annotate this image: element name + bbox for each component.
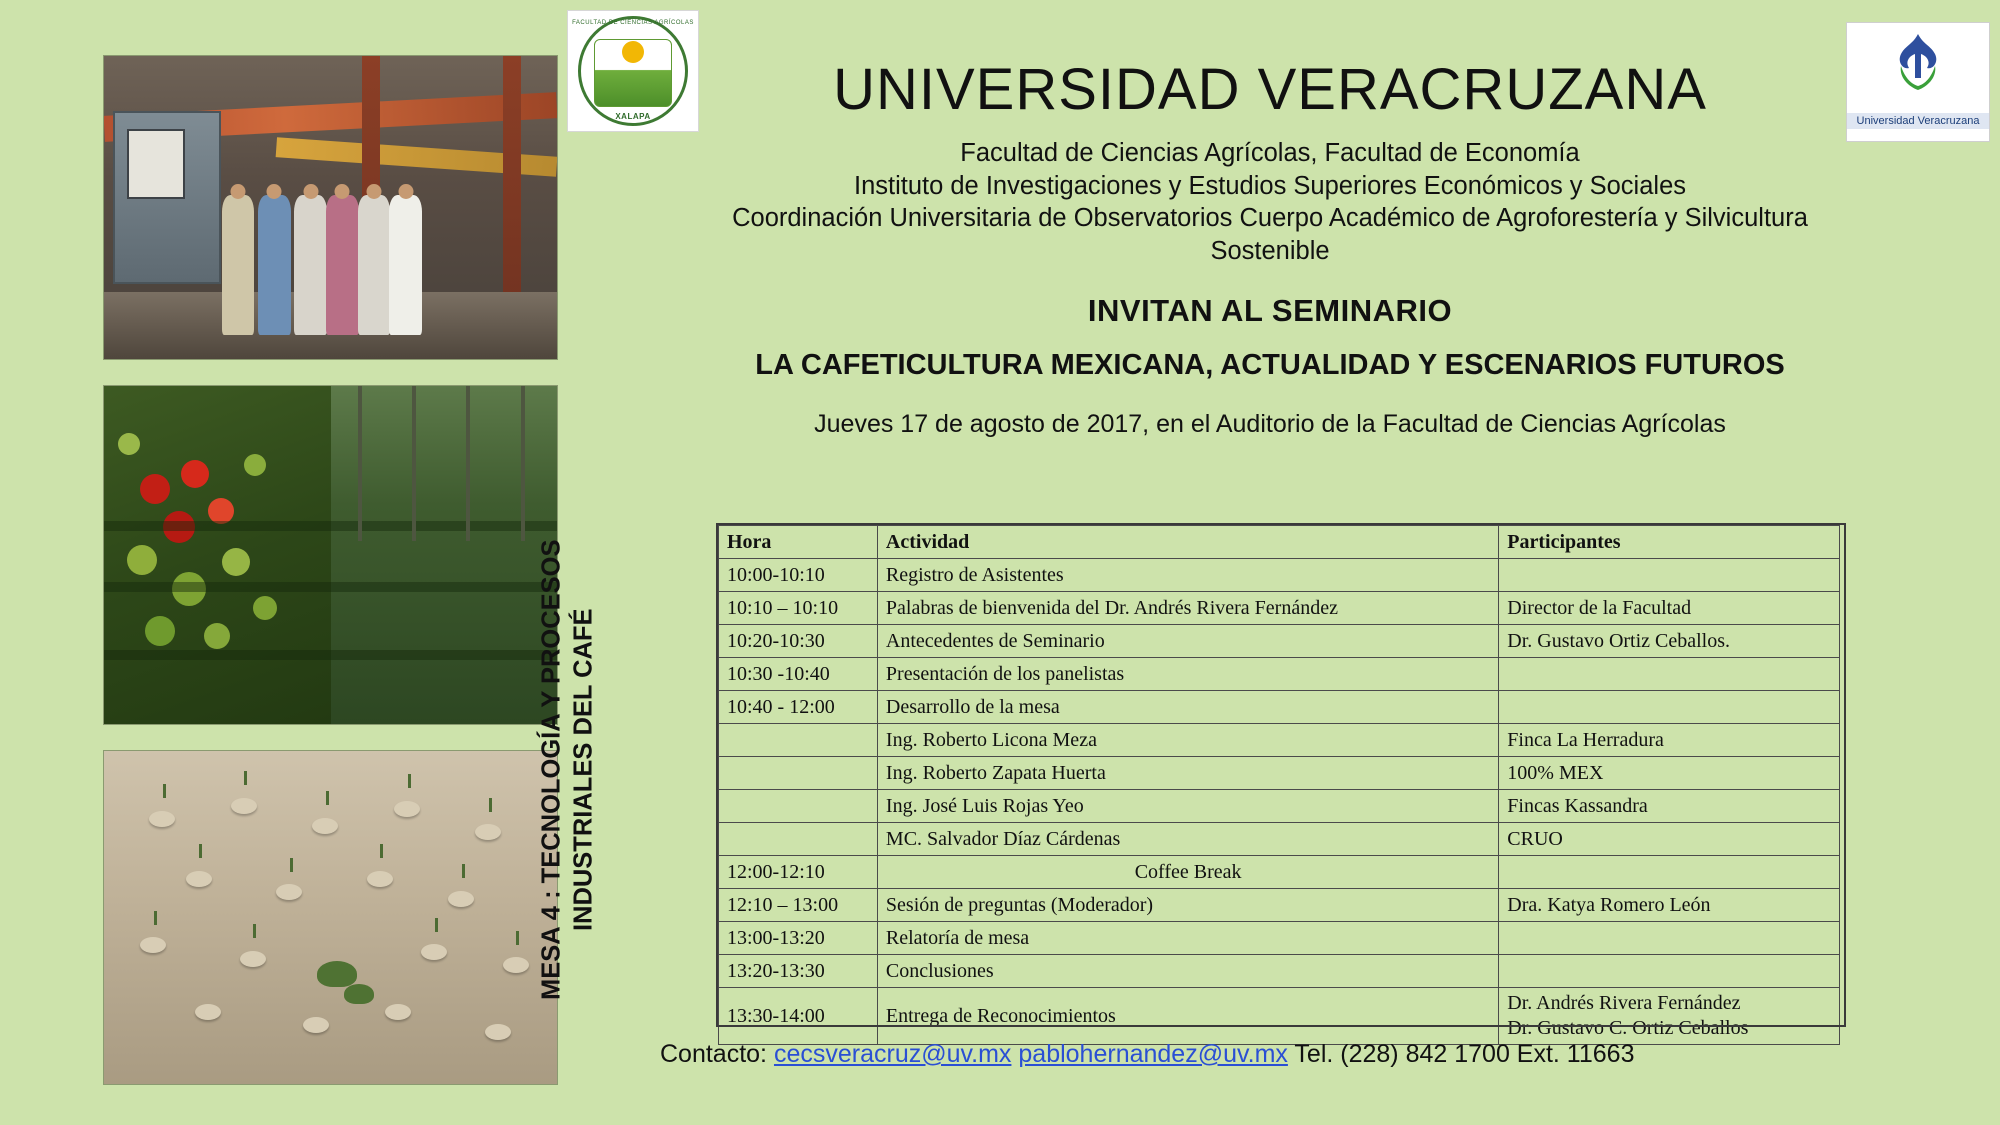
invitation-line: INVITAN AL SEMINARIO: [1087, 293, 1453, 329]
agenda-hora: 12:10 – 13:00: [719, 889, 878, 922]
table-row: [719, 856, 1840, 889]
agenda-participantes: [1499, 691, 1840, 724]
agenda-actividad: Conclusiones: [877, 955, 1498, 988]
contact-email-1[interactable]: cecsveracruz@uv.mx: [773, 1040, 1012, 1068]
photo-coffee-cherries-and-nursery: [103, 385, 558, 725]
agenda-participantes: [1499, 856, 1840, 889]
table-row: [719, 592, 1840, 625]
photo-column: [103, 55, 558, 1085]
agenda-header-row: [719, 526, 1840, 559]
agenda-hora: [719, 823, 878, 856]
contact-email-2[interactable]: pablohernandez@uv.mx: [1018, 1040, 1288, 1068]
mesa-label-block: [537, 460, 670, 1080]
table-row: [719, 922, 1840, 955]
agenda-participantes: Director de la Facultad: [1499, 592, 1840, 625]
agenda-hora: 13:20-13:30: [719, 955, 878, 988]
fca-logo-top-text: FACULTAD DE CIENCIAS AGRÍCOLAS: [572, 20, 694, 26]
agenda-participantes: Dra. Katya Romero León: [1499, 889, 1840, 922]
agenda-participantes: [1499, 988, 1840, 1045]
agenda-hora: 10:00-10:10: [719, 559, 878, 592]
agenda-actividad: Coffee Break: [877, 856, 1498, 889]
agenda-participantes: Dr. Gustavo Ortiz Ceballos.: [1499, 625, 1840, 658]
agenda-participante-2: Dr. Gustavo C. Ortiz Ceballos: [1507, 1017, 1749, 1039]
agenda-hora: 10:30 -10:40: [719, 658, 878, 691]
agenda-col-participantes: Participantes: [1499, 526, 1840, 559]
poster-header: [600, 57, 1940, 439]
table-row: [719, 790, 1840, 823]
agenda-actividad: Desarrollo de la mesa: [877, 691, 1498, 724]
agenda-actividad: Entrega de Reconocimientos: [877, 988, 1498, 1045]
agenda-actividad: Antecedentes de Seminario: [877, 625, 1498, 658]
agenda-participantes: [1499, 559, 1840, 592]
university-title: UNIVERSIDAD VERACRUZANA: [833, 57, 1707, 122]
organizing-unit-line-4: Sostenible: [1210, 236, 1330, 265]
agenda-actividad: Registro de Asistentes: [877, 559, 1498, 592]
table-row: [719, 691, 1840, 724]
table-row: [719, 625, 1840, 658]
agenda-col-hora: Hora: [719, 526, 878, 559]
photo-coffee-processing-plant-group: [103, 55, 558, 360]
organizing-unit-line-1: Facultad de Ciencias Agrícolas, Facultad de Economía: [960, 138, 1580, 167]
fca-logo-bottom-text: XALAPA: [615, 112, 651, 121]
contact-label: Contacto:: [660, 1040, 768, 1068]
table-row: [719, 757, 1840, 790]
table-row: [719, 658, 1840, 691]
organizing-unit-line-2: Instituto de Investigaciones y Estudios Superiores Económicos y Sociales: [853, 171, 1686, 200]
table-row: [719, 724, 1840, 757]
agenda-hora: 10:10 – 10:10: [719, 592, 878, 625]
contact-line: [660, 1040, 1634, 1069]
date-and-venue: Jueves 17 de agosto de 2017, en el Auditorio de la Facultad de Ciencias Agrícolas: [814, 410, 1726, 439]
mesa-label-line-2: INDUSTRIALES DEL CAFÉ: [569, 608, 598, 932]
agenda-participantes: [1499, 658, 1840, 691]
agenda-hora: 12:00-12:10: [719, 856, 878, 889]
agenda-actividad: Ing. José Luis Rojas Yeo: [877, 790, 1498, 823]
agenda-participantes: [1499, 955, 1840, 988]
table-row: [719, 988, 1840, 1045]
organizing-unit-line-3: Coordinación Universitaria de Observatorios Cuerpo Académico de Agroforestería y Silvicultura: [732, 204, 1808, 233]
photo-coffee-seedlings-germination: [103, 750, 558, 1085]
agenda-hora: [719, 757, 878, 790]
agenda-hora: 10:40 - 12:00: [719, 691, 878, 724]
organizing-units: [600, 137, 1940, 268]
table-row: [719, 559, 1840, 592]
agenda-col-actividad: Actividad: [877, 526, 1498, 559]
agenda-actividad: MC. Salvador Díaz Cárdenas: [877, 823, 1498, 856]
agenda-participante-1: Dr. Andrés Rivera Fernández: [1507, 992, 1741, 1014]
agenda-participantes: [1499, 922, 1840, 955]
agenda-participantes: Finca La Herradura: [1499, 724, 1840, 757]
table-row: [719, 955, 1840, 988]
table-row: [719, 889, 1840, 922]
agenda-actividad: Sesión de preguntas (Moderador): [877, 889, 1498, 922]
mesa-label-line-1: MESA 4 : TECNOLOGÍA Y PROCESOS: [537, 539, 566, 1001]
agenda-table: [718, 525, 1840, 1045]
agenda-hora: 13:00-13:20: [719, 922, 878, 955]
uv-logo-caption: Universidad Veracruzana: [1847, 113, 1989, 129]
agenda-actividad: Presentación de los panelistas: [877, 658, 1498, 691]
seminar-title: LA CAFETICULTURA MEXICANA, ACTUALIDAD Y ESCENARIOS FUTUROS: [755, 349, 1785, 382]
agenda-participantes: 100% MEX: [1499, 757, 1840, 790]
agenda-actividad: Relatoría de mesa: [877, 922, 1498, 955]
agenda-actividad: Ing. Roberto Zapata Huerta: [877, 757, 1498, 790]
agenda-hora: [719, 724, 878, 757]
agenda-actividad: Ing. Roberto Licona Meza: [877, 724, 1498, 757]
agenda-participantes: Fincas Kassandra: [1499, 790, 1840, 823]
agenda-actividad: Palabras de bienvenida del Dr. Andrés Rivera Fernández: [877, 592, 1498, 625]
agenda-hora: 10:20-10:30: [719, 625, 878, 658]
agenda-hora: [719, 790, 878, 823]
agenda-hora: 13:30-14:00: [719, 988, 878, 1045]
contact-phone: Tel. (228) 842 1700 Ext. 11663: [1294, 1040, 1635, 1068]
agenda-participantes: CRUO: [1499, 823, 1840, 856]
table-row: [719, 823, 1840, 856]
